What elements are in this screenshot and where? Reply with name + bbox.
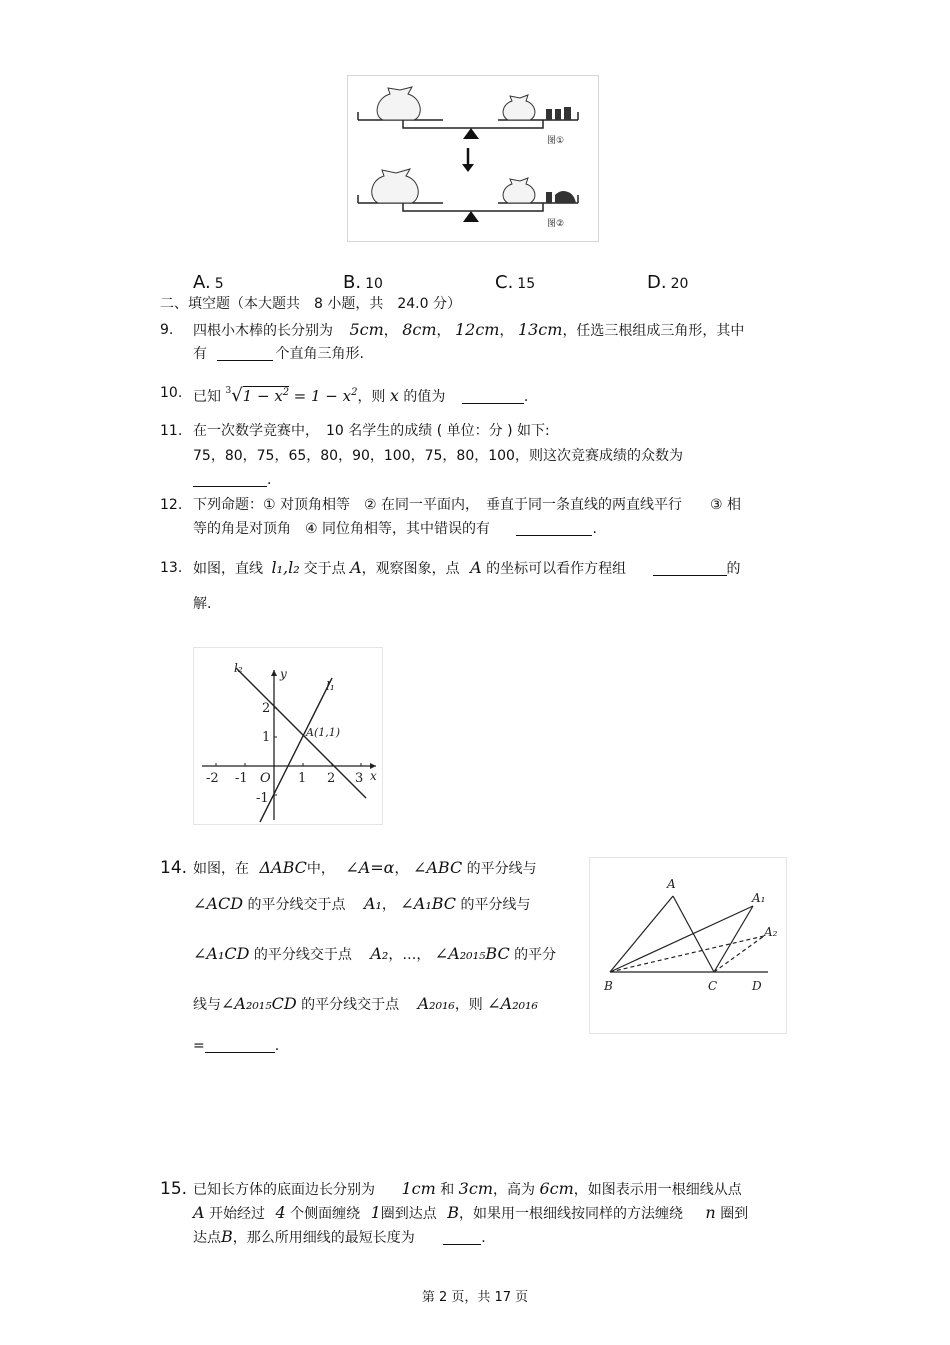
variable-n: n <box>705 1203 716 1222</box>
question-9: 9. 四根小木棒的长分别为 5cm， 8cm， 12cm， 13cm，任选三根组成三角形，其中 <box>160 320 745 339</box>
label-d: D <box>752 979 762 993</box>
q15-text: ，如果用一根细线按同样的方法缠绕 <box>458 1206 683 1222</box>
q12-text-2: 等的角是对顶角 ④ 同位角相等，其中错误的有 <box>193 521 490 537</box>
q14-text: 的平分线与 <box>466 861 537 877</box>
q10-text-2: ，则 <box>357 389 386 405</box>
equation-rhs <box>294 387 358 405</box>
q9-text-3: 有 <box>193 346 207 362</box>
question-number: 14. <box>160 858 188 878</box>
question-14-line5: = . <box>193 1038 280 1054</box>
question-10: 10. 已知 $^3√1 - x^2 = 1 - x^2$，则 x 的值为 . <box>160 385 529 406</box>
label-c: C <box>708 979 718 993</box>
radicand <box>243 386 289 405</box>
period: . <box>481 1230 486 1246</box>
length-3: 12cm <box>454 320 500 339</box>
length-2: 8cm <box>402 320 437 339</box>
question-13 <box>160 558 741 578</box>
label-a: A <box>667 877 676 891</box>
question-14 <box>160 858 537 879</box>
period: . <box>592 521 597 537</box>
answer-blank[interactable] <box>443 1230 481 1245</box>
q13-text: 如图，直线 <box>193 561 263 577</box>
section-header: 二、填空题（本大题共 8 小题，共 24.0 分） <box>160 296 461 312</box>
page-footer: 第 2 页，共 17 页 <box>421 1290 529 1305</box>
q14-text: 的平分线交于点 <box>253 947 352 963</box>
dimension-3: 6cm <box>539 1179 574 1198</box>
label-a2: A₂ <box>764 925 778 939</box>
angle-acd: ∠ACD <box>193 894 244 913</box>
length-1: 5cm <box>349 320 384 339</box>
label-x-axis: x <box>370 769 377 783</box>
question-15-line3 <box>193 1227 486 1248</box>
balance-figure-svg <box>348 76 598 241</box>
q15-text: ，如图表示用一根细线从点 <box>573 1182 742 1198</box>
length-4: 13cm <box>517 320 563 339</box>
point-a: A <box>470 558 482 577</box>
q14-text: ， <box>394 861 409 877</box>
tick-y: 1 <box>262 730 271 745</box>
q14-text: 的平分线交于点 <box>301 997 400 1013</box>
point-a2016: A₂₀₁₆ <box>417 994 455 1013</box>
equals: = <box>193 1038 205 1054</box>
angle-a: ∠A=α <box>345 858 395 877</box>
question-number: 9. <box>160 322 174 338</box>
number-1: 1 <box>370 1203 381 1222</box>
period: . <box>267 472 272 488</box>
question-12 <box>160 495 742 515</box>
q15-text: ，高为 <box>492 1182 535 1198</box>
option-value: 10 <box>365 276 383 292</box>
q14-text: 线与 <box>193 997 221 1013</box>
answer-blank[interactable] <box>205 1038 275 1053</box>
point-b: B <box>447 1203 459 1222</box>
tick-x: 2 <box>327 771 336 786</box>
lines-l1-l2: l₁,l₂ <box>271 558 300 577</box>
question-11-line2: 75，80，75，65，80，90，100，75，80，100，则这次竞赛成绩的众数为 <box>193 448 683 464</box>
question-number: 15. <box>160 1179 188 1199</box>
q10-text-3: 的值为 <box>403 389 446 405</box>
figure-label-1: 图① <box>547 136 565 146</box>
period: . <box>523 389 529 405</box>
line-l1 <box>260 678 332 822</box>
q14-text: 的平分线交于点 <box>247 897 346 913</box>
q13-text-3: ，观察图象，点 <box>361 561 460 577</box>
q13-text-2: 交于点 <box>303 561 346 577</box>
question-12-line2 <box>193 519 597 539</box>
coordinate-graph <box>193 647 383 825</box>
rhs-text: = 1 − x <box>293 387 352 405</box>
dimension-2: 3cm <box>458 1179 493 1198</box>
tick-x: -2 <box>206 771 219 786</box>
q9-text: 四根小木棒的长分别为 <box>193 323 333 339</box>
point-a2: A₂ <box>370 944 389 963</box>
balance-figure <box>347 75 599 242</box>
triangle-figure <box>589 857 787 1034</box>
question-14-line2 <box>193 894 530 915</box>
tick-x: -1 <box>235 771 248 786</box>
answer-blank[interactable] <box>516 521 592 536</box>
q13-text-5: 的 <box>726 561 741 577</box>
q15-text: 圈到 <box>720 1206 749 1222</box>
tick-y: 2 <box>262 701 271 716</box>
q15-text: ，那么所用细线的最短长度为 <box>232 1230 415 1246</box>
point-a: A <box>193 1203 205 1222</box>
angle-a1cd: ∠A₁CD <box>193 944 250 963</box>
question-11-line3 <box>193 470 271 490</box>
tick-x: 1 <box>298 771 307 786</box>
option-a[interactable] <box>193 272 224 293</box>
question-number: 13. <box>160 560 183 576</box>
q10-text: 已知 <box>193 389 221 405</box>
q12-text: 下列命题：① 对顶角相等 ② 在同一平面内， 垂直于同一条直线的两直线平行 ③ 相 <box>193 497 742 513</box>
question-14-line3 <box>193 944 556 965</box>
scale-top <box>358 87 578 146</box>
question-number: 10. <box>160 385 183 401</box>
tick-origin: O <box>260 771 271 786</box>
scale-bottom <box>358 169 578 229</box>
option-value: 20 <box>670 276 689 292</box>
question-11 <box>160 421 550 441</box>
number-4: 4 <box>275 1203 286 1222</box>
q15-text: 开始经过 <box>209 1206 266 1222</box>
angle-a2016: ∠A₂₀₁₆ <box>487 994 538 1013</box>
q14-text: ， <box>381 897 396 913</box>
answer-blank[interactable] <box>193 472 267 487</box>
tick-y: -1 <box>256 791 269 806</box>
question-15-line2 <box>193 1203 748 1224</box>
angle-abc: ∠ABC <box>412 858 463 877</box>
point-a: A <box>350 558 362 577</box>
label-a1: A₁ <box>752 891 766 905</box>
question-9-line2 <box>193 344 364 364</box>
point-a1: A₁ <box>363 894 382 913</box>
option-letter: C. <box>495 272 514 293</box>
q9-text-4: 个直角三角形. <box>275 346 364 362</box>
answer-blank[interactable] <box>653 561 727 576</box>
triangle-svg <box>590 858 786 1033</box>
q15-text: 个侧面缠绕 <box>290 1206 361 1222</box>
label-l1: l₁ <box>326 679 335 693</box>
q15-text: 圈到达点 <box>380 1206 437 1222</box>
q14-text: 如图，在 <box>193 861 249 877</box>
label-l2: l₂ <box>234 661 243 675</box>
radicand-text: 1 − x <box>242 387 283 405</box>
question-14-line4 <box>193 994 538 1015</box>
variable-x: x <box>389 386 399 405</box>
q9-text-2: ，任选三根组成三角形，其中 <box>562 323 745 339</box>
angle-a2015cd: ∠A₂₀₁₅CD <box>221 994 297 1013</box>
option-value: 5 <box>214 276 224 292</box>
graph-svg <box>194 648 382 824</box>
exponent: 2 <box>282 387 290 398</box>
option-letter: A. <box>193 272 211 293</box>
option-c[interactable] <box>495 272 535 293</box>
label-point-a: A(1,1) <box>306 726 341 739</box>
tick-x: 3 <box>355 771 364 786</box>
question-number: 12. <box>160 497 183 513</box>
angle-a2015bc: ∠A₂₀₁₅BC <box>434 944 510 963</box>
label-b: B <box>604 979 613 993</box>
q14-text: 的平分 <box>514 947 557 963</box>
answer-blank[interactable] <box>462 389 524 404</box>
question-number: 11. <box>160 423 183 439</box>
option-b[interactable] <box>343 272 383 293</box>
option-letter: B. <box>343 272 362 293</box>
option-value: 15 <box>517 276 536 292</box>
question-15 <box>160 1179 742 1200</box>
q14-text: 的平分线与 <box>460 897 531 913</box>
q13-text-4: 的坐标可以看作方程组 <box>486 561 627 577</box>
q14-text: 中， <box>306 861 335 877</box>
q11-text: 在一次数学竞赛中， 10 名学生的成绩 ( 单位：分 ) 如下: <box>193 423 550 439</box>
dimension-1: 1cm <box>401 1179 436 1198</box>
angle-a1bc: ∠A₁BC <box>400 894 457 913</box>
exponent: 2 <box>351 387 358 398</box>
label-y-axis: y <box>280 667 287 681</box>
question-13-line2: 解. <box>193 596 212 612</box>
q14-text: ，…， <box>388 947 431 963</box>
q15-text: 和 <box>440 1182 455 1198</box>
q14-text: ，则 <box>454 997 483 1013</box>
option-letter: D. <box>647 272 667 293</box>
q15-text: 达点 <box>193 1230 221 1246</box>
q15-text: 已知长方体的底面边长分别为 <box>193 1182 375 1198</box>
triangle-abc: ΔABC <box>259 858 307 877</box>
figure-label-2: 图② <box>547 219 565 229</box>
point-b: B <box>221 1227 233 1246</box>
root-index: 3 <box>225 386 232 396</box>
option-d[interactable] <box>647 272 688 293</box>
answer-blank[interactable] <box>217 346 273 361</box>
